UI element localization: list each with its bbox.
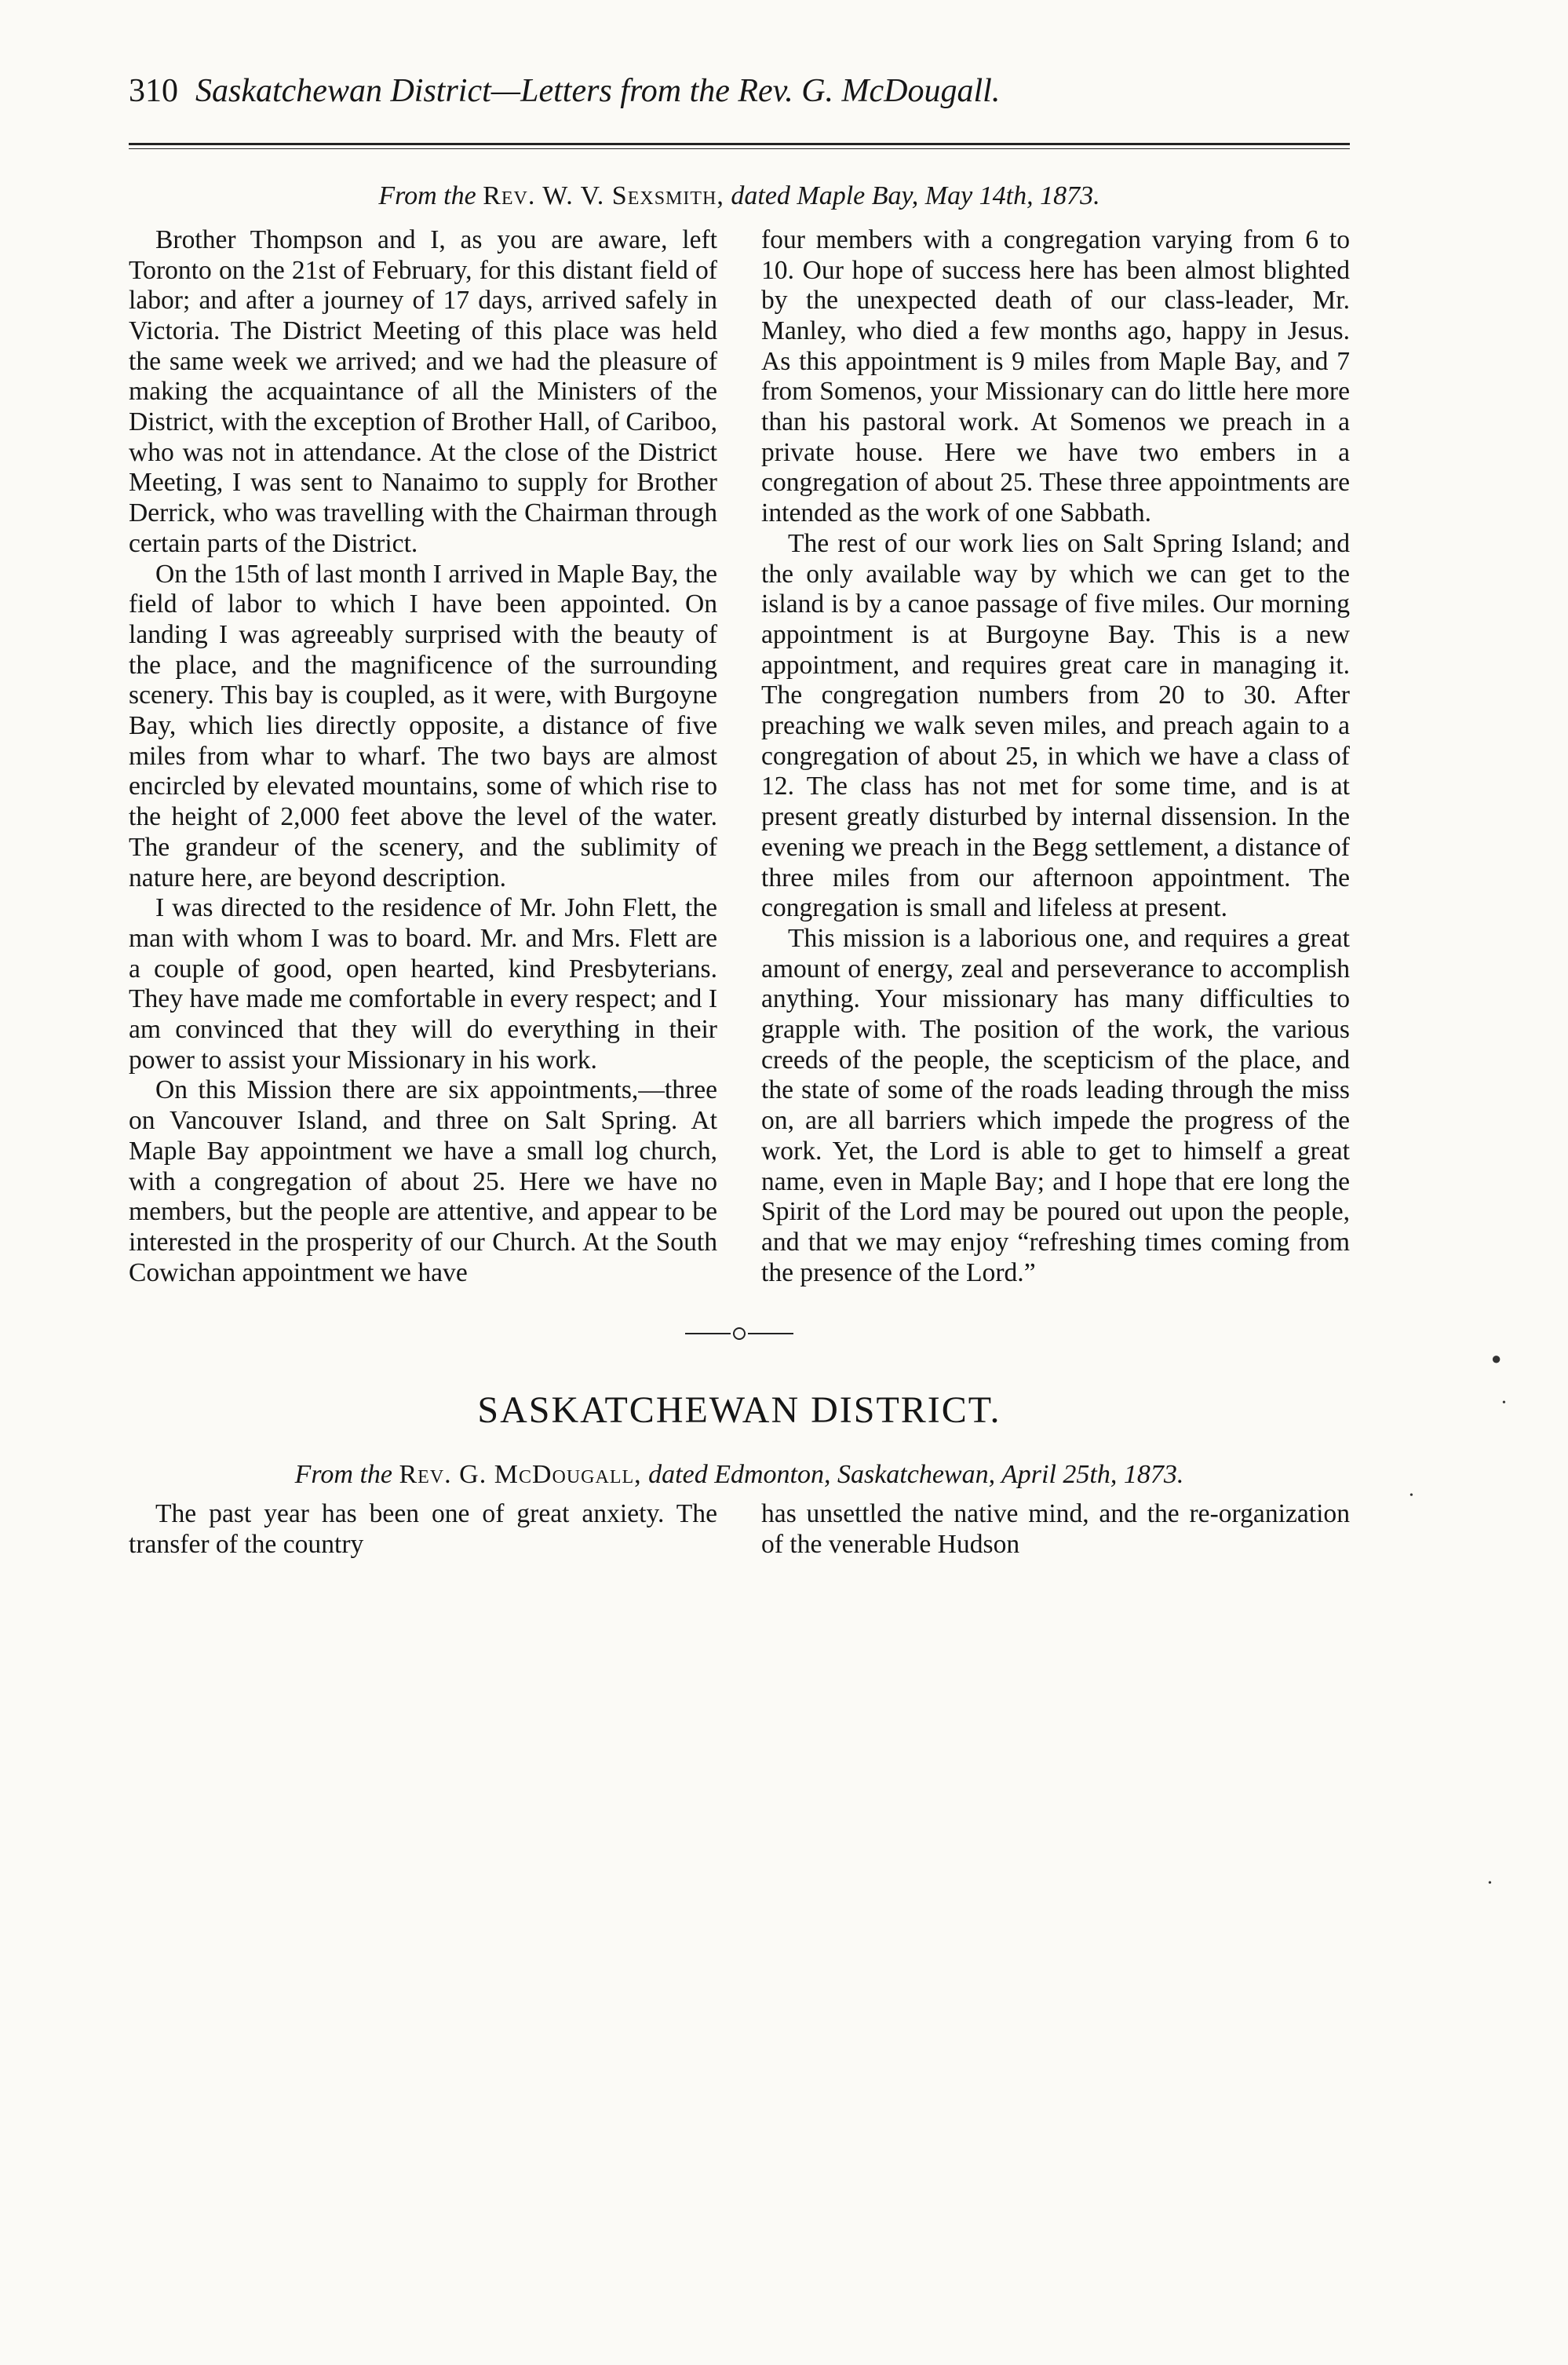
letter-body-mcdougall — [129, 1499, 1350, 1560]
running-head — [129, 72, 1350, 129]
letter-body-sexsmith — [129, 225, 1350, 1289]
separator-ornament — [733, 1327, 746, 1340]
left-column — [129, 1499, 717, 1560]
separator-dash — [685, 1333, 731, 1334]
paragraph: The past year has been one of great anxiety. The transfer of the country — [129, 1499, 717, 1560]
right-column — [761, 225, 1350, 1289]
heading-dated: dated Maple Bay, May 14th, 1873. — [731, 181, 1100, 210]
paragraph: This mission is a laborious one, and requires a great amount of energy, zeal and perseverance to accomplish anything. Your missionary has many difficulties to grapple with. The position of the work, the various creeds of the people, the scepticism of the place, and the state of some of the roads leading through the miss on, are all barriers which impede the progress of the work. Yet, the Lord is able to get to himself a great name, even in Maple Bay; and I hope that ere long the Spirit of the Lord may be poured out upon the people, and that we may enjoy “refreshing times coming from the presence of the Lord.” — [761, 923, 1350, 1287]
page-number: 310 — [129, 73, 178, 109]
heading-from: From the — [294, 1460, 392, 1490]
heading-dated: dated Edmonton, Saskatchewan, April 25th, 1873. — [648, 1460, 1184, 1490]
paragraph: I was directed to the residence of Mr. John Flett, the man with whom I was to board. Mr. and Mrs. Flett are a couple of good, open hearted, kind Presbyterians. They have made me comfortable in every respect; and I am convinced that they will do everything in their power to assist your Missionary in his work. — [129, 893, 717, 1075]
section-title: SASKATCHEWAN DISTRICT. — [477, 1389, 1001, 1432]
running-head-title: Saskatchewan District—Letters from the Rev. G. McDougall. — [195, 73, 1001, 109]
letter-heading-sexsmith — [129, 181, 1350, 213]
margin-speck: • — [1488, 1878, 1492, 1889]
margin-speck: • — [1409, 1490, 1413, 1502]
paragraph: Brother Thompson and I, as you are aware, left Toronto on the 21st of February, for this distant field of labor; and after a journey of 17 days, arrived safely in Victoria. The District Meeting of this place was held the same week we arrived; and we had the pleasure of making the acquaintance of all the Ministers of the District, with the exception of Brother Hall, of Cariboo, who was not in attendance. At the close of the District Meeting, I was sent to Nanaimo to supply for Brother Derrick, who was travelling with the Chairman through certain parts of the District. — [129, 224, 717, 558]
paragraph: has unsettled the native mind, and the re-organization of the venerable Hudson — [761, 1499, 1350, 1560]
heading-author: Rev. W. V. Sexsmith, — [483, 181, 724, 210]
letter-heading-mcdougall — [129, 1460, 1350, 1490]
margin-speck: • — [1502, 1397, 1506, 1409]
header-rule — [129, 143, 1350, 149]
left-column — [129, 225, 717, 1289]
separator-dash — [748, 1333, 793, 1334]
paragraph: four members with a congregation varying from 6 to 10. Our hope of success here has been almost blighted by the unexpected death of our class-leader, Mr. Manley, who died a few months ago, happy in Jesus. As this appointment is 9 miles from Maple Bay, and 7 from Somenos, your Missionary can do little here more than his pastoral work. At Somenos we preach in a private house. Here we have two embers in a congregation of about 25. These three appointments are intended as the work of one Sabbath. — [761, 224, 1350, 528]
section-separator — [129, 1324, 1350, 1343]
paragraph: The rest of our work lies on Salt Spring Island; and the only available way by which we can get to the island is by a canoe passage of five miles. Our morning appointment is at Burgoyne Bay. This is a new appointment, and requires great care in managing it. The congregation numbers from 20 to 30. After preaching we walk seven miles, and preach again to a congregation of about 25, in which we have a class of 12. The class has not met for some time, and is at present greatly disturbed by internal dissension. In the evening we preach in the Begg settlement, a distance of three miles from our afternoon appointment. The congregation is small and lifeless at present. — [761, 528, 1350, 923]
margin-speck: ● — [1491, 1349, 1502, 1368]
right-column — [761, 1499, 1350, 1560]
page — [129, 72, 1350, 1560]
heading-author: Rev. G. McDougall, — [399, 1460, 642, 1490]
paragraph: On the 15th of last month I arrived in Maple Bay, the field of labor to which I have been appointed. On landing I was agreeably surprised with the beauty of the place, and the magnificence of the surrounding scenery. This bay is coupled, as it were, with Burgoyne Bay, which lies directly opposite, a distance of five miles from whar to wharf. The two bays are almost encircled by elevated mountains, some of which rise to the height of 2,000 feet above the level of the water. The grandeur of the scenery, and the sublimity of nature here, are beyond description. — [129, 559, 717, 892]
heading-from: From the — [378, 181, 476, 210]
paragraph: On this Mission there are six appointments,—three on Vancouver Island, and three on Salt Spring. At Maple Bay appointment we have a small log church, with a congregation of about 25. Here we have no members, but the people are attentive, and appear to be interested in the prosperity of our Church. At the South Cowichan appointment we have — [129, 1075, 717, 1287]
